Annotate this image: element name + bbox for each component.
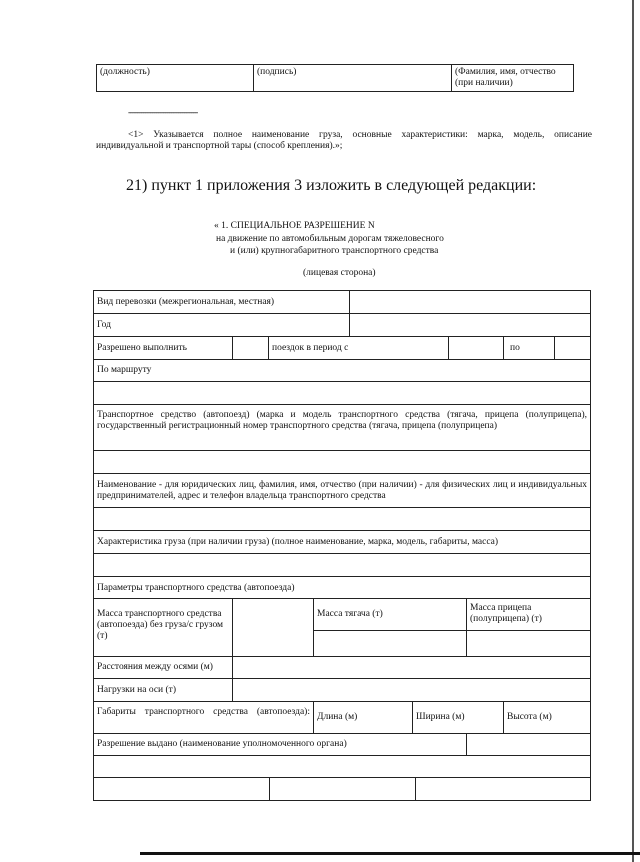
period-to — [554, 336, 591, 360]
mass-vehicle-value — [232, 598, 314, 657]
axle-loads-label: Нагрузки на оси (т) — [93, 678, 233, 702]
mass-vehicle-label: Масса транспортного средства (автопоезда) без груза/с грузом (т) — [93, 598, 233, 657]
axle-distance-value — [232, 656, 591, 679]
owner-value — [93, 507, 591, 531]
permit-title-3: и (или) крупногабаритного транспортного средства — [230, 246, 439, 256]
dimensions-text: Габариты транспортного средства (автопоезда): — [97, 707, 310, 717]
route-value — [93, 381, 591, 405]
permit-side: (лицевая сторона) — [303, 268, 376, 278]
year-label: Год — [93, 313, 350, 337]
mass-trailer-value — [466, 630, 591, 657]
signature-position: (должность) — [97, 65, 254, 92]
footnote: <1> Указывается полное наименование груза, основные характеристики: марка, модель, описание индивидуальной и транспортной тары (способ крепления).»; — [96, 130, 592, 151]
axle-distance-label: Расстояния между осями (м) — [93, 656, 233, 679]
allowed-count — [232, 336, 269, 360]
signature-sign: (подпись) — [254, 65, 452, 92]
bottom-cell-2 — [269, 777, 416, 801]
route-label: По маршруту — [93, 359, 591, 382]
bottom-cell-1 — [93, 777, 270, 801]
mass-tractor-label: Масса тягача (т) — [313, 598, 467, 631]
period-from — [448, 336, 504, 360]
owner-label: Наименование - для юридических лиц, фамилия, имя, отчество (при наличии) - для физических лиц и индивидуальных предпринимателей, адрес и телефон владельца транспортного средства — [93, 473, 591, 508]
cargo-label: Характеристика груза (при наличии груза) (полное наименование, марка, модель, габариты, масса) — [93, 530, 591, 554]
allowed-label: Разрешено выполнить — [93, 336, 233, 360]
permit-title-2: на движение по автомобильным дорогам тяжеловесного — [216, 234, 444, 244]
footnote-separator: -------------------------------- — [128, 108, 198, 118]
trips-period-label: поездок в период с — [268, 336, 449, 360]
signature-table — [96, 64, 574, 92]
to-label: по — [503, 336, 555, 360]
cargo-value — [93, 553, 591, 577]
scan-bottom-line — [140, 852, 640, 855]
scan-edge — [632, 0, 634, 862]
height-label: Высота (м) — [503, 701, 591, 734]
permit-title-1: « 1. СПЕЦИАЛЬНОЕ РАЗРЕШЕНИЕ N — [214, 221, 375, 231]
transport-type-label: Вид перевозки (межрегиональная, местная) — [93, 290, 350, 314]
mass-trailer-label: Масса прицепа (полуприцепа) (т) — [466, 598, 591, 631]
width-label: Ширина (м) — [412, 701, 504, 734]
params-label: Параметры транспортного средства (автопоезда) — [93, 576, 591, 599]
length-label: Длина (м) — [313, 701, 413, 734]
issued-by-label: Разрешение выдано (наименование уполномоченного органа) — [93, 733, 467, 756]
vehicle-label: Транспортное средство (автопоезд) (марка и модель транспортного средства (тягача, прицепа (полуприцепа), государственный регистрационный номер транспортного средства (тягача, прицепа (полуприцепа) — [93, 404, 591, 451]
amendment-heading: 21) пункт 1 приложения 3 изложить в следующей редакции: — [126, 177, 537, 194]
dimensions-label — [93, 701, 314, 734]
mass-tractor-value — [313, 630, 467, 657]
signature-fio: (Фамилия, имя, отчество (при наличии) — [452, 65, 574, 92]
year-value — [349, 313, 591, 337]
transport-type-value — [349, 290, 591, 314]
issued-by-value — [466, 733, 591, 756]
axle-loads-value — [232, 678, 591, 702]
bottom-cell-3 — [415, 777, 591, 801]
vehicle-value — [93, 450, 591, 474]
issued-by-blank — [93, 755, 591, 778]
